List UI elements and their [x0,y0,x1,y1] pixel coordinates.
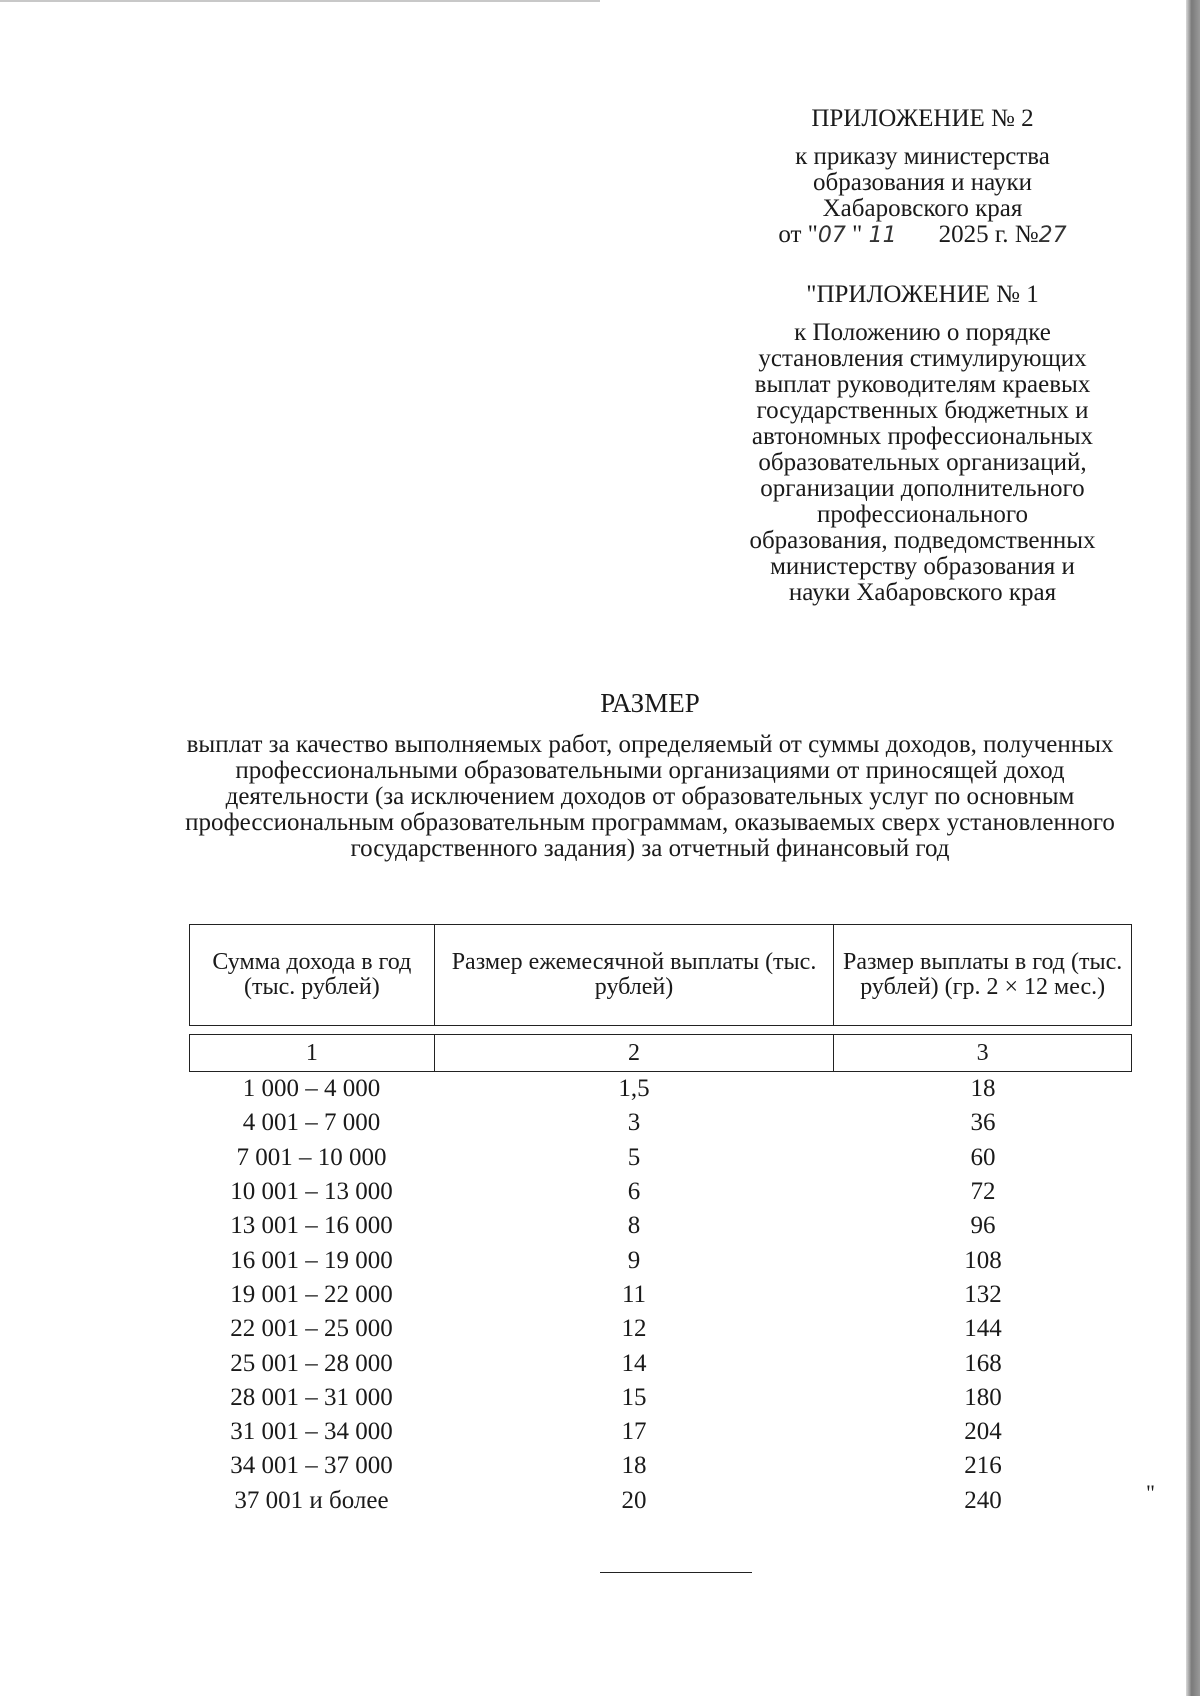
approval-block-regulation [725,282,1120,606]
table-row [189,1346,1132,1380]
approval-line: науки Хабаровского края [788,579,1057,606]
cell-monthly: 1,5 [618,1075,650,1103]
end-divider [600,1572,752,1573]
table-row [189,1141,1132,1175]
cell-monthly: 12 [621,1315,647,1343]
cell-annual: 180 [964,1383,1002,1411]
cell-annual: 168 [964,1349,1002,1377]
cell-annual: 144 [964,1315,1002,1343]
date-month-handwritten: 11 [868,223,897,248]
table-row [189,1278,1132,1312]
table-row [189,1415,1132,1449]
table-row [189,1312,1132,1346]
cell-annual: 204 [964,1418,1002,1446]
cell-income: 28 001 – 31 000 [230,1383,393,1411]
document-subtitle: выплат за качество выполняемых работ, определяемый от суммы доходов, полученных профессиональными образовательными организациями от приносящей доход деятельности (за исключением доходов от образовательных услуг по основным профессиональным образовательным программам, оказываемых сверх установленного государственного задания) за отчетный финансовый год [185,731,1115,862]
approval-line: организации дополнительного [760,475,1085,502]
approval-line: образовательных организаций, [758,449,1087,476]
cell-income: 4 001 – 7 000 [242,1109,381,1137]
cell-income: 16 001 – 19 000 [230,1246,393,1274]
approval-line: установления стимулирующих [758,345,1087,372]
approval-line: образования, подведомственных [749,527,1096,554]
cell-income: 1 000 – 4 000 [242,1075,381,1103]
order-number-handwritten: 27 [1038,223,1067,248]
cell-monthly: 20 [621,1486,647,1514]
table-row [189,1106,1132,1140]
approval-heading: "ПРИЛОЖЕНИЕ № 1 [806,281,1039,308]
column-header-monthly-payment: Размер ежемесячной выплаты (тыс. рублей) [434,925,834,1026]
cell-monthly: 3 [627,1109,641,1137]
cell-monthly: 6 [627,1178,641,1206]
cell-annual: 240 [964,1486,1002,1514]
table-row [189,1243,1132,1277]
approval-line: профессионального [817,501,1028,528]
cell-monthly: 18 [621,1452,647,1480]
table-row [189,1209,1132,1243]
table-row [189,1175,1132,1209]
cell-monthly: 5 [627,1143,641,1171]
cell-income: 22 001 – 25 000 [230,1315,393,1343]
cell-income: 7 001 – 10 000 [236,1143,387,1171]
document-title-block [170,688,1130,862]
scan-right-edge [1186,0,1200,1696]
column-number: 1 [190,1035,435,1072]
cell-annual: 108 [964,1246,1002,1274]
cell-income: 10 001 – 13 000 [230,1178,393,1206]
cell-income: 37 001 и более [234,1486,389,1514]
cell-monthly: 14 [621,1349,647,1377]
column-number: 2 [434,1035,834,1072]
cell-income: 34 001 – 37 000 [230,1452,393,1480]
cell-monthly: 11 [621,1280,647,1308]
approval-line: к Положению о порядке [794,319,1051,346]
cell-annual: 18 [970,1075,996,1103]
document-title: РАЗМЕР [600,688,700,718]
cell-monthly: 9 [627,1246,641,1274]
approval-line: автономных профессиональных [751,423,1094,450]
cell-annual: 216 [964,1452,1002,1480]
cell-income: 13 001 – 16 000 [230,1212,393,1240]
column-header-annual-payment: Размер выплаты в год (тыс. рублей) (гр. 2 × 12 мес.) [834,925,1132,1026]
table-row [189,1381,1132,1415]
cell-annual: 36 [970,1109,996,1137]
approval-heading: ПРИЛОЖЕНИЕ № 2 [811,105,1034,132]
cell-annual: 72 [970,1178,996,1206]
cell-annual: 60 [970,1143,996,1171]
payment-table-header [189,924,1132,1072]
approval-line: выплат руководителям краевых [754,371,1091,398]
cell-income: 25 001 – 28 000 [230,1349,393,1377]
approval-line: государственных бюджетных и [756,397,1089,424]
approval-date-line [725,222,1120,249]
table-row [189,1449,1132,1483]
table-row [189,1484,1132,1518]
cell-income: 31 001 – 34 000 [230,1418,393,1446]
table-row [189,1072,1132,1106]
approval-line: Хабаровского края [822,195,1023,222]
approval-block-order [725,106,1120,249]
approval-line: министерству образования и [770,553,1075,580]
date-day-handwritten: 07 [817,223,846,248]
closing-quote: " [1146,1480,1155,1505]
approval-line: образования и науки [813,169,1032,196]
column-header-income: Сумма дохода в год (тыс. рублей) [190,925,435,1026]
date-year: 2025 г. № [938,221,1039,248]
scan-top-edge [0,0,600,2]
cell-monthly: 15 [621,1383,647,1411]
cell-monthly: 8 [627,1212,641,1240]
cell-monthly: 17 [621,1418,647,1446]
payment-table-body [189,1072,1132,1518]
approval-line: к приказу министерства [795,143,1050,170]
cell-annual: 132 [964,1280,1002,1308]
cell-annual: 96 [970,1212,996,1240]
cell-income: 19 001 – 22 000 [230,1280,393,1308]
date-prefix: от " [778,221,818,248]
date-separator: " [845,221,869,248]
column-number: 3 [834,1035,1132,1072]
